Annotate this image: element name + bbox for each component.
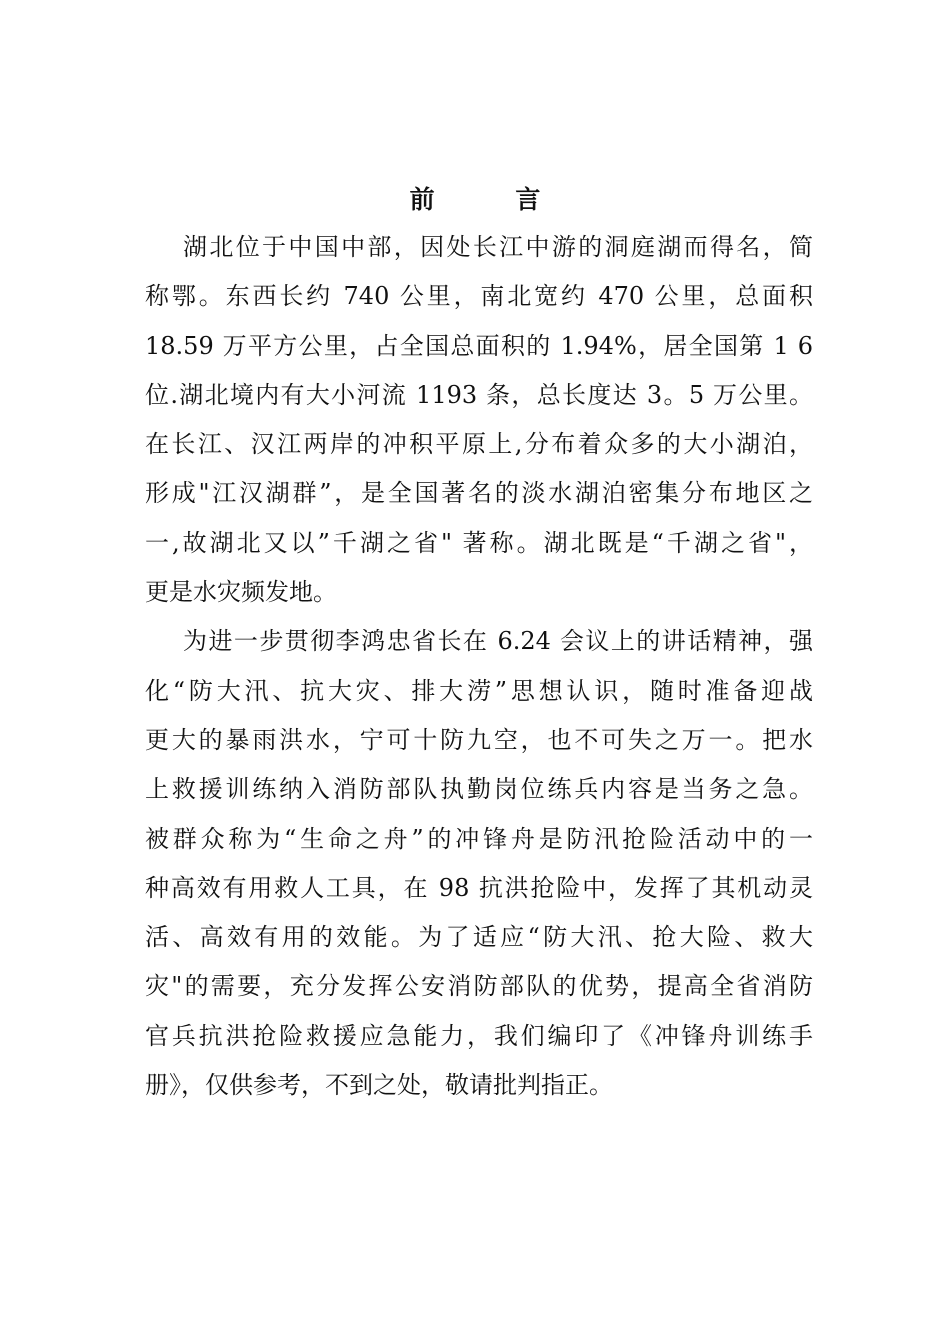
paragraph-line: 官兵抗洪抢险救援应急能力，我们编印了《冲锋舟训练手 (145, 1021, 813, 1050)
paragraph-line: 一,故湖北又以”千湖之省" 著称。湖北既是“千湖之省"， (145, 528, 813, 557)
paragraph-line: 18.59 万平方公里，占全国总面积的 1.94%，居全国第 1 6 (145, 331, 813, 360)
paragraph-line: 更大的暴雨洪水，宁可十防九空，也不可失之万一。把水 (145, 725, 813, 754)
paragraph-line: 湖北位于中国中部，因处长江中游的洞庭湖而得名，简 (183, 233, 813, 261)
page-title: 前 言 (409, 185, 577, 214)
preface-body (145, 230, 813, 1117)
paragraph-line: 种高效有用救人工具，在 98 抗洪抢险中，发挥了其机动灵 (145, 873, 813, 902)
paragraph-line: 形成"江汉湖群”，是全国著名的淡水湖泊密集分布地区之 (145, 479, 813, 508)
paragraph-line: 被群众称为“生命之舟”的冲锋舟是防汛抢险活动中的一 (145, 824, 813, 853)
paragraph-line: 在长江、汉江两岸的冲积平原上,分布着众多的大小湖泊， (145, 430, 813, 459)
paragraph-line: 位.湖北境内有大小河流 1193 条，总长度达 3。5 万公里。 (145, 380, 813, 409)
paragraph-line: 册》，仅供参考，不到之处，敬请批判指正。 (145, 1071, 613, 1100)
paragraph-line: 为进一步贯彻李鸿忠省长在 6.24 会议上的讲话精神，强 (183, 627, 813, 656)
paragraph-line: 灾"的需要，充分发挥公安消防部队的优势，提高全省消防 (145, 972, 813, 1001)
paragraph-line: 活、高效有用的效能。为了适应“防大汛、抢大险、救大 (145, 923, 813, 952)
paragraph-line: 化“防大汛、抗大灾、排大涝”思想认识，随时准备迎战 (145, 676, 813, 705)
paragraph-line: 称鄂。东西长约 740 公里，南北宽约 470 公里，总面积 (145, 282, 813, 311)
paragraph-line: 上救援训练纳入消防部队执勤岗位练兵内容是当务之急。 (145, 775, 813, 804)
paragraph-line: 更是水灾频发地。 (145, 578, 337, 607)
